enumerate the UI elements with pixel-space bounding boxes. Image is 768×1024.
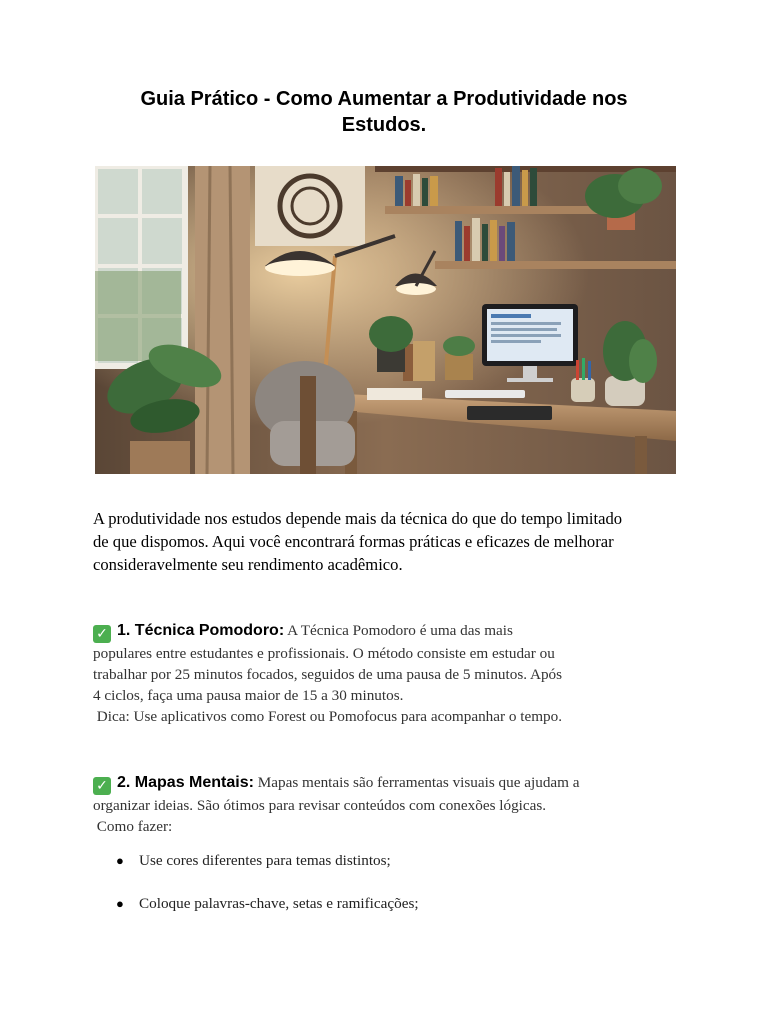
study-desk-photo bbox=[95, 166, 676, 474]
section-pomodoro-tip: Dica: Use aplicativos como Forest ou Pomofocus para acompanhar o tempo. bbox=[93, 708, 563, 725]
section-mind-maps-how-to: Como fazer: bbox=[93, 818, 173, 835]
list-item-text: Coloque palavras-chave, setas e ramificações; bbox=[139, 895, 419, 912]
section-pomodoro-line-1: populares entre estudantes e profissionais. O método consiste em estudar ou bbox=[93, 645, 555, 662]
section-pomodoro-line-3: 4 ciclos, faça uma pausa maior de 15 a 30 minutos. bbox=[93, 687, 404, 704]
section-pomodoro-line-2: trabalhar por 25 minutos focados, seguidos de uma pausa de 5 minutos. Após bbox=[93, 666, 563, 683]
list-item-text: Use cores diferentes para temas distintos; bbox=[139, 852, 391, 869]
title-line-1: Guia Prático - Como Aumentar a Produtividade nos bbox=[140, 88, 628, 110]
section-pomodoro-heading: 1. Técnica Pomodoro: bbox=[117, 622, 285, 639]
bullet-dot-icon: ● bbox=[116, 896, 124, 911]
list-item bbox=[116, 893, 419, 936]
section-mind-maps-lead: Mapas mentais são ferramentas visuais que ajudam a bbox=[257, 774, 580, 791]
section-pomodoro-first-line bbox=[93, 620, 633, 643]
section-pomodoro-lead: A Técnica Pomodoro é uma das mais bbox=[287, 622, 513, 639]
intro-line-2: de que dispomos. Aqui você encontrará formas práticas e eficazes de melhorar bbox=[93, 532, 614, 551]
section-mind-maps bbox=[93, 772, 633, 837]
intro-line-3: consideravelmente seu rendimento acadêmico. bbox=[93, 555, 403, 574]
list-item bbox=[116, 850, 419, 893]
check-mark-icon: ✓ bbox=[93, 777, 111, 795]
document-title bbox=[100, 86, 668, 138]
section-mind-maps-line-1: organizar ideias. São ótimos para revisar conteúdos com conexões lógicas. bbox=[93, 797, 547, 814]
check-mark-icon: ✓ bbox=[93, 625, 111, 643]
intro-line-1: A produtividade nos estudos depende mais da técnica do que do tempo limitado bbox=[93, 509, 623, 528]
section-mind-maps-first-line bbox=[93, 772, 633, 795]
bullet-dot-icon: ● bbox=[116, 853, 124, 868]
title-line-2: Estudos. bbox=[341, 114, 427, 136]
study-desk-illustration bbox=[95, 166, 676, 474]
mind-maps-bullet-list bbox=[116, 850, 419, 936]
intro-paragraph bbox=[93, 507, 683, 576]
section-mind-maps-heading: 2. Mapas Mentais: bbox=[117, 774, 254, 791]
section-pomodoro bbox=[93, 620, 633, 727]
